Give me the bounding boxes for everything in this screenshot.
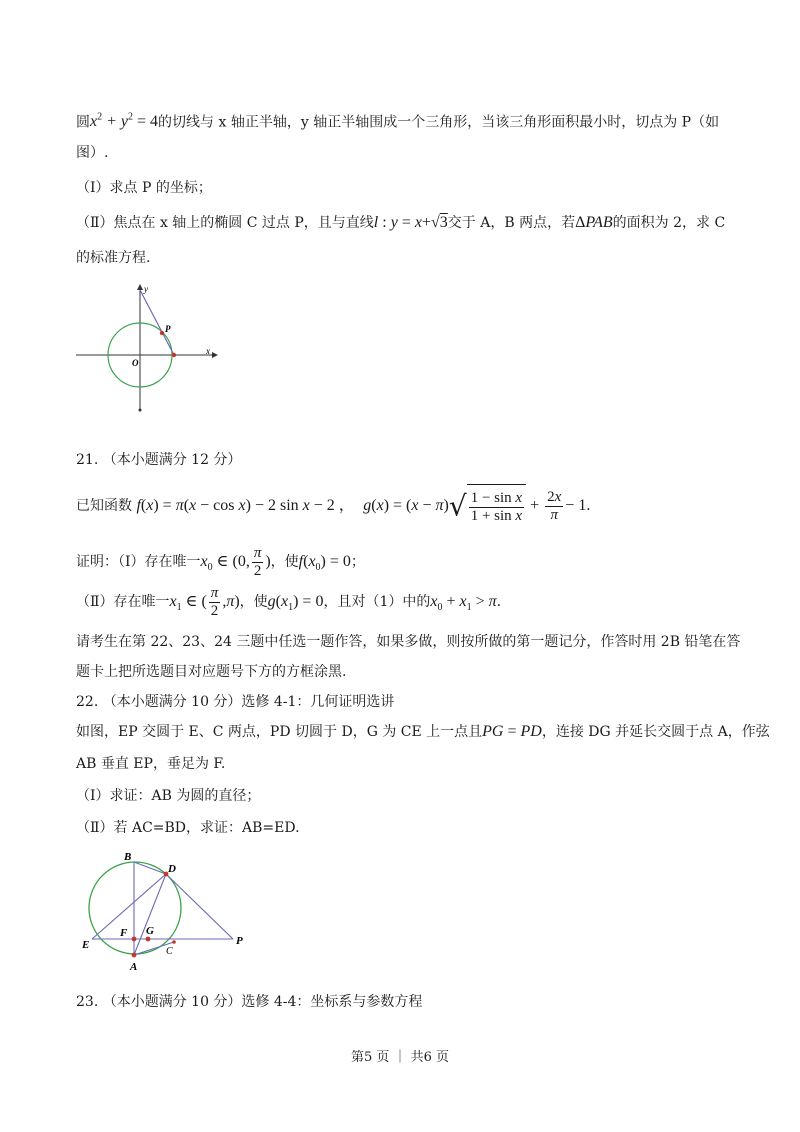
function-f: f(x) = π(x − cos x) − 2 sin x − 2 ， <box>136 497 355 515</box>
q21-given-pre: 已知函数 <box>76 498 132 515</box>
label-p: P <box>165 324 171 334</box>
circle-equation: $x^2 + y^2 = 4$ <box>90 112 159 131</box>
y-axis-arrow <box>137 284 143 290</box>
q21-header: 21. （本小题满分 12 分） <box>76 452 242 468</box>
q20-part2-mid: 交于 A，B 两点，若 <box>447 215 576 231</box>
x-intercept-point <box>172 353 176 357</box>
q21-part2-pre: （Ⅱ）存在唯一 <box>76 594 170 610</box>
tangent-line <box>140 290 174 355</box>
point-c <box>172 940 176 944</box>
label-f: F <box>120 927 128 939</box>
g-x1-zero: $g(x_1) = 0$ <box>267 593 324 614</box>
q22-part1: （Ⅰ）求证：AB 为圆的直径； <box>76 788 261 804</box>
segment-ed <box>92 874 166 939</box>
pg-equals-pd: PG = PD <box>482 723 542 740</box>
q20-line1-post: 的切线与 x 轴正半轴，y 轴正半轴围成一个三角形，当该三角形面积最小时，切点为 P（如 <box>158 114 720 131</box>
q22-line1-post: ，连接 DG 并延长交圆于点 A，作弦 <box>541 724 770 740</box>
x1-interval: $x_1$ ∈ ( $\frac{\pi}{2}$ ,π) <box>169 584 240 619</box>
q20-part2-line2: 的标准方程. <box>76 250 151 266</box>
label-b: B <box>124 851 132 863</box>
point-f <box>132 937 137 942</box>
q22-line1-pre: 如图，EP 交圆于 E、C 两点，PD 切圆于 D，G 为 CE 上一点且 <box>76 724 483 740</box>
label-x: x <box>206 346 210 356</box>
q21-proof-pre: 证明：（Ⅰ）存在唯一 <box>76 554 201 570</box>
q21-proof-mid: ，使 <box>270 554 299 570</box>
label-p: P <box>236 935 243 947</box>
label-o: O <box>132 358 139 368</box>
point-p <box>160 331 164 335</box>
q23-header: 23. （本小题满分 10 分）选修 4-4：坐标系与参数方程 <box>76 994 423 1010</box>
label-a: A <box>130 961 138 973</box>
q20-line1-pre: 圆 <box>76 114 90 131</box>
q22-line1 <box>76 722 770 742</box>
q21-given <box>76 484 590 528</box>
q20-figure <box>70 280 230 420</box>
point-g <box>146 937 151 942</box>
q22-figure <box>78 846 268 976</box>
point-a <box>132 953 137 958</box>
y-axis-bottom-point <box>139 409 142 412</box>
q22-line2: AB 垂直 EP，垂足为 F. <box>76 756 226 772</box>
label-c: C <box>166 946 173 957</box>
q20-part1: （Ⅰ）求点 P 的坐标； <box>76 180 212 196</box>
segment-bd <box>134 862 166 874</box>
q22-part2: （Ⅱ）若 AC=BD，求证：AB=ED. <box>76 820 300 836</box>
x-axis-arrow <box>212 352 218 358</box>
label-d: D <box>168 863 176 875</box>
q21-part2-end: . <box>496 594 502 610</box>
instructions-line1: 请考生在第 22、23、24 三题中任选一题作答，如果多做，则按所做的第一题记分，作答时用 2B 铅笔在答 <box>76 634 741 650</box>
segment-da <box>134 874 166 955</box>
q20-part2 <box>76 213 725 233</box>
q20-line2: 图）. <box>76 145 109 161</box>
q21-proof-end: ； <box>350 554 365 570</box>
q20-line1 <box>76 108 719 132</box>
q20-part2-post: 的面积为 2，求 C <box>612 215 726 231</box>
q22-header: 22. （本小题满分 10 分）选修 4-1：几何证明选讲 <box>76 694 395 710</box>
function-g: g(x) = (x − π)√ $\frac{\text{1 − sin x}}{\text{1 + sin x}}$ + $\frac{2x}{\pi}$ − 1. <box>359 497 590 514</box>
instructions-line2: 题卡上把所选题目对应题号下方的方框涂黑. <box>76 664 347 680</box>
q21-proof2 <box>76 582 501 622</box>
x0-interval: $x_0$ ∈ (0, $\frac{\pi}{2}$ ) <box>200 544 271 579</box>
q21-part2-mid: ，使 <box>239 594 268 610</box>
label-g: G <box>146 925 154 937</box>
q21-part2-mid2: ，且对（1）中的 <box>323 594 431 610</box>
page-footer: 第5 页 ｜ 共6 页 <box>350 1050 450 1065</box>
triangle-pab: ΔPAB <box>575 214 613 231</box>
label-e: E <box>82 939 90 951</box>
q21-proof1 <box>76 542 365 582</box>
q20-part2-pre: （Ⅱ）焦点在 x 轴上的椭圆 C 过点 P，且与直线 <box>76 215 374 231</box>
line-equation: l : y = x+√3 <box>373 214 448 231</box>
x0-plus-x1: $x_0 + x_1 > \pi$ <box>430 593 497 614</box>
f-x0-zero: $f(x_0) = 0$ <box>298 553 351 574</box>
label-y: y <box>144 284 148 294</box>
